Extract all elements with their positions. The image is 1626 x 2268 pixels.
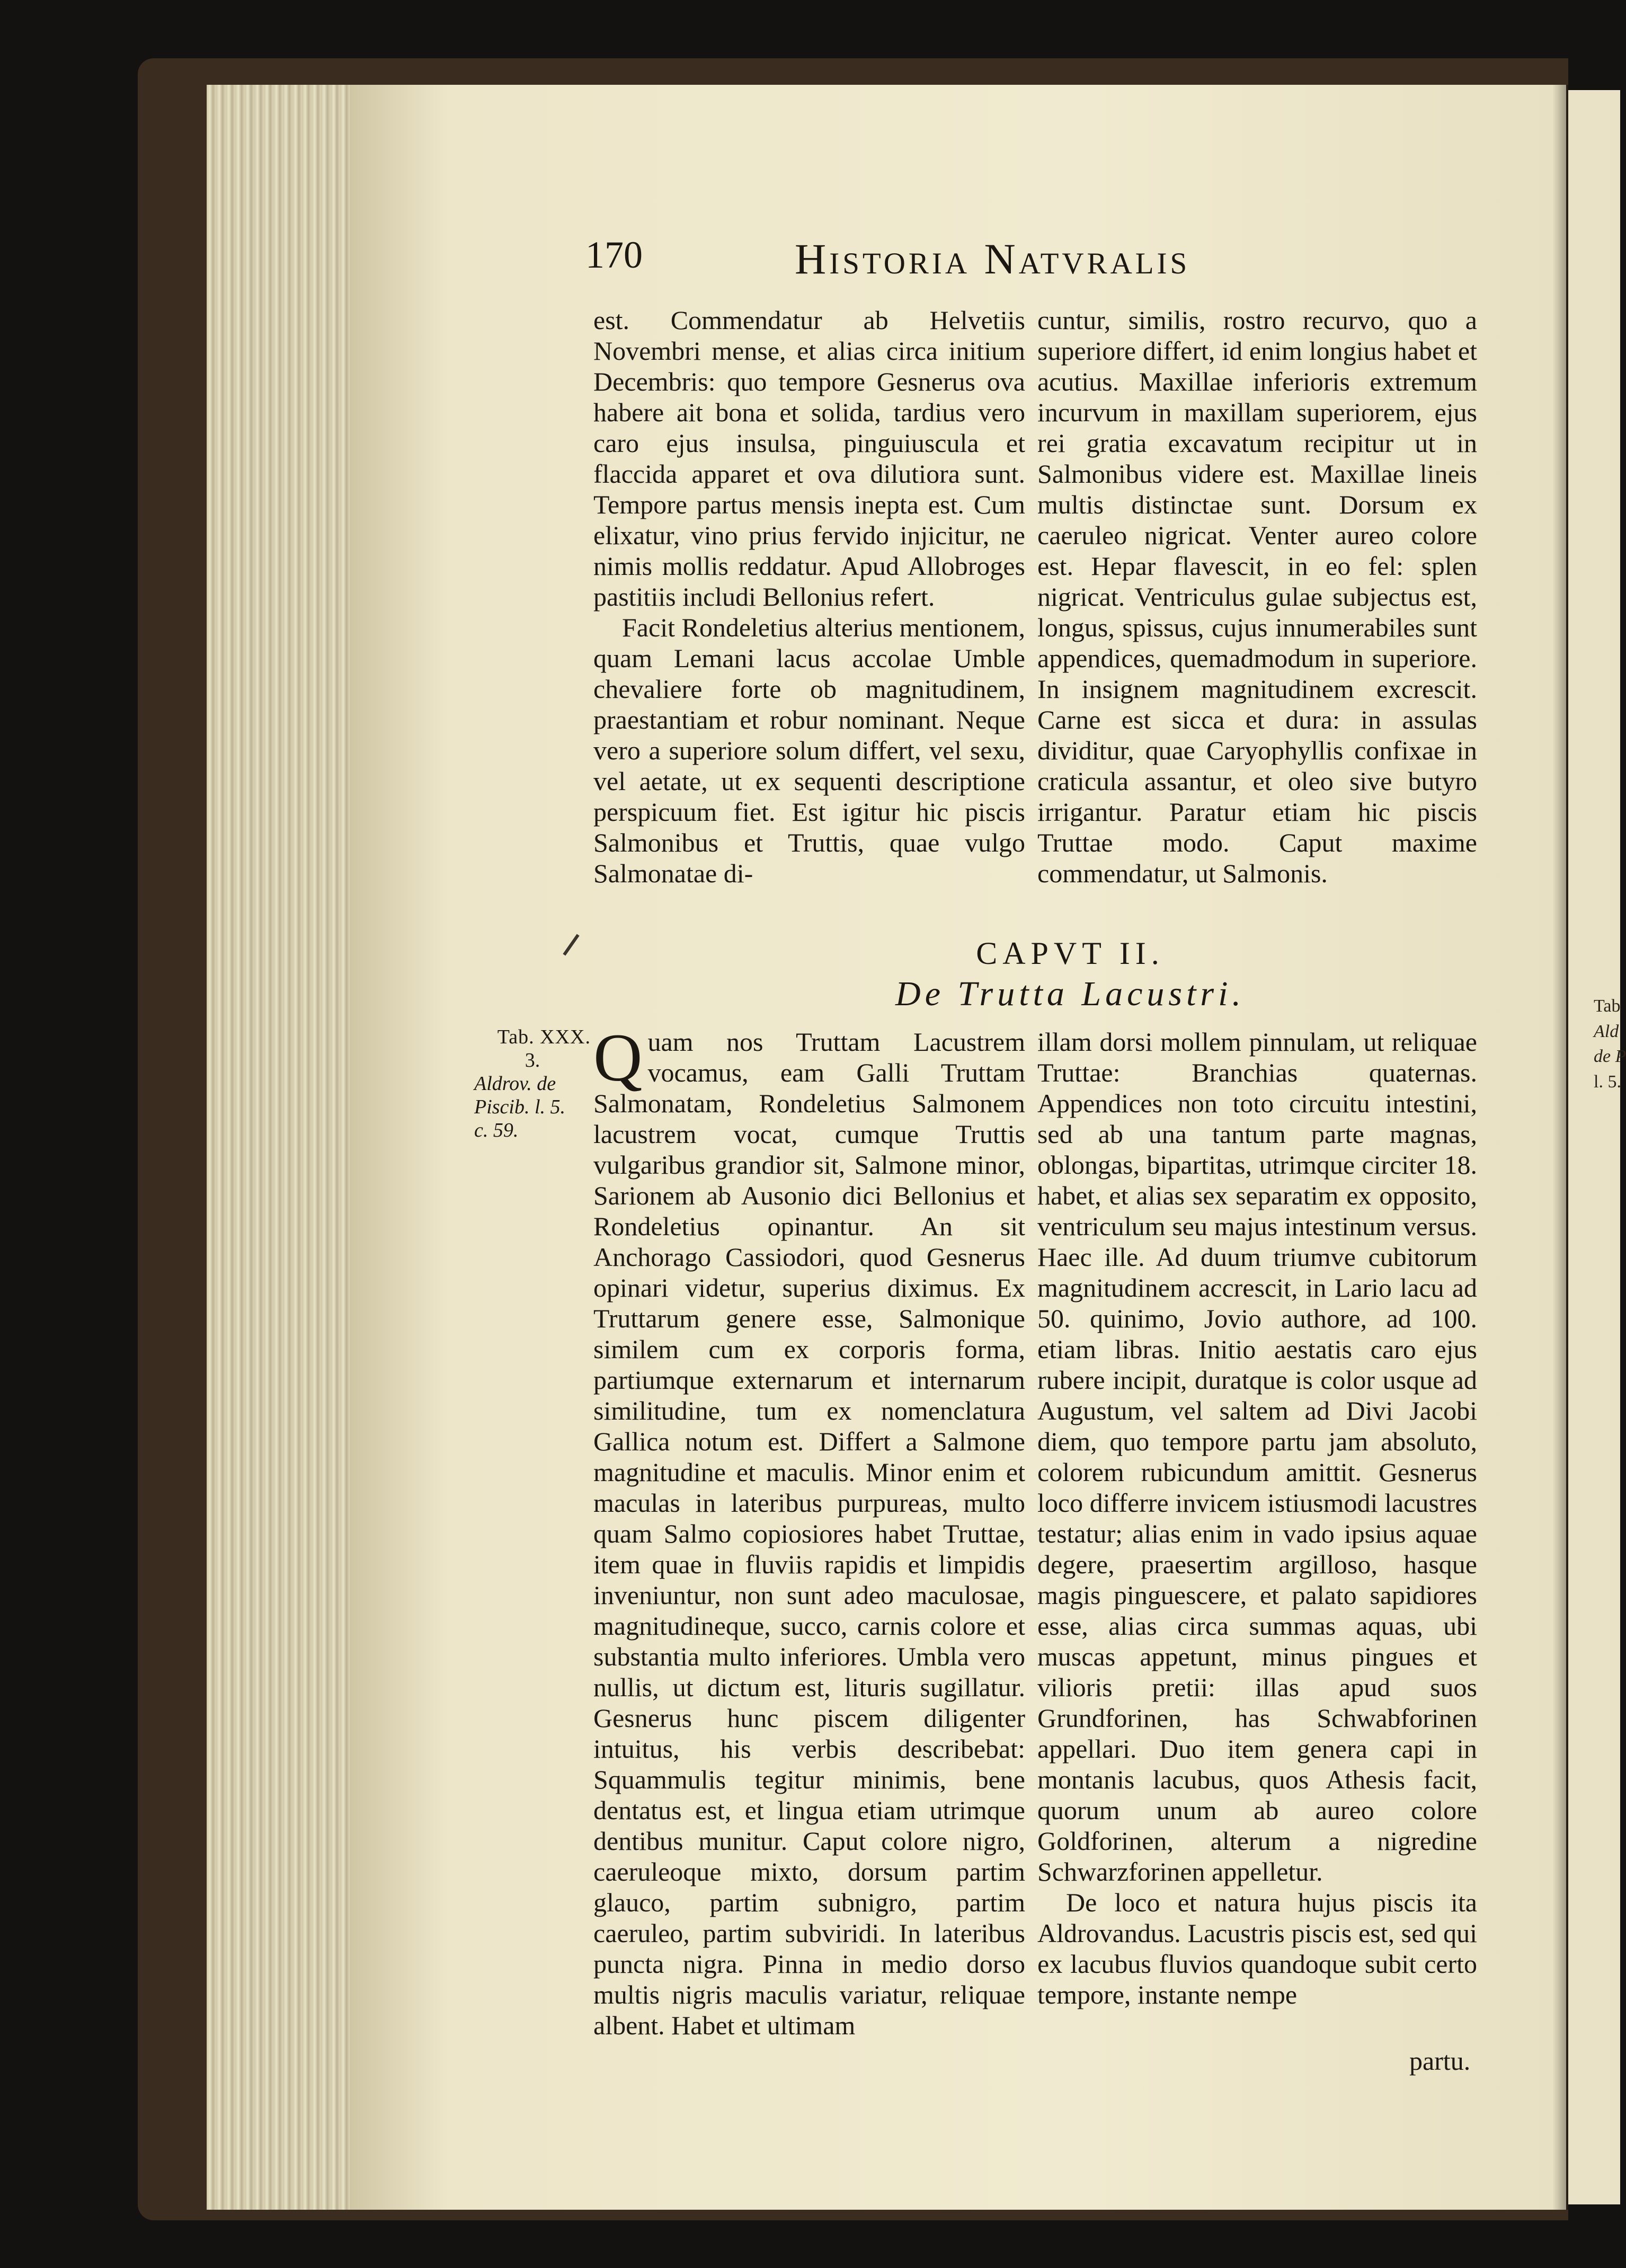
paragraph — [593, 1020, 1025, 2041]
facing-page-margin-note — [1594, 994, 1626, 1094]
paragraph-text: uam nos Truttam Lacustrem vocamus, eam Galli Truttam Salmonatam, Rondeletius Salmonem lacustrem vocat, cumque Truttis vulgaribus grandior sit, Salmone minor, Sarionem ab Ausonio dici Bellonius et Rondeletius opinantur. An sit Anchorago Cassiodori, quod Gesnerus opinari videtur, superius diximus. Ex Truttarum genere esse, Salmonique similem cum ex corporis forma, partiumque externarum et internarum similitudine, tum ex nomenclatura Gallica notum est. Differt a Salmone magnitudine et maculis. Minor enim et maculas in lateribus purpureas, multo quam Salmo copiosiores habet Truttae, item quae in fluviis rapidis et limpidis inveniuntur, non sunt adeo maculosae, magnitudineque, succo, carnis colore et substantia multo inferiores. Umbla vero nullis, ut dictum est, lituris sugillatur. Gesnerus hunc piscem diligenter intuitus, his verbis describebat: Squammulis tegitur minimis, bene dentatus est, et lingua etiam utrimque dentibus munitur. Caput colore nigro, caeruleoque mixto, dorsum partim glauco, partim subnigro, partim caeruleo, partim subviridi. In lateribus puncta nigra. Pinna in medio dorso multis nigris maculis variatur, reliquae albent. Habet et ultimam — [593, 1027, 1025, 2040]
paragraph: cuntur, similis, rostro recurvo, quo a superiore differt, id enim longius habet et acutius. Maxillae inferioris extremum incurvum in maxillam superiorem, ejus rei gratia excavatum recipitur ut in Salmonibus videre est. Maxillae lineis multis distinctae sunt. Dorsum ex caeruleo nigricat. Venter aureo colore est. Hepar flavescit, in eo fel: splen nigricat. Ventriculus gulae subjectus est, longus, spissus, cujus innumerabiles sunt appendices, quemadmodum in superiore. In insignem magnitudinem excrescit. Carne est sicca et dura: in assulas dividitur, quae Caryophyllis confixae in craticula assantur, et oleo sive butyro irrigantur. Paratur etiam hic piscis Truttae modo. Caput maxime commendatur, ut Salmonis. — [1037, 305, 1477, 888]
source-reference: Piscib. l. 5. — [474, 1096, 566, 1118]
column-right-top — [1037, 305, 1477, 889]
margin-note — [474, 1025, 591, 1142]
running-head — [585, 233, 1285, 291]
facing-margin-line: Tab — [1594, 996, 1621, 1016]
column-right-bottom — [1037, 1026, 1477, 2010]
gutter-shadow — [1552, 85, 1568, 2210]
paragraph: illam dorsi mollem pinnulam, ut reliquae Truttae: Branchias quaternas. Appendices non toto circuitu intestini, sed ab una tantum parte magnas, oblongas, bipartitas, utrimque circiter 18. habet, et alias sex separatim ex opposito, ventriculum seu majus intestinum versus. Haec ille. Ad duum triumve cubitorum magnitudinem accrescit, in Lario lacu ad 50. quinimo, Jovio authore, ad 100. etiam libras. Initio aestatis caro ejus rubere incipit, duratque is color usque ad Augustum, vel saltem ad Divi Jacobi diem, quo tempore partu jam absoluto, colorem rubicundum amittit. Gesnerus loco differre invicem istiusmodi lacustres testatur; alias enim in vado ipsius aquae degere, praesertim argilloso, hasque magis pinguescere, et palato sapidiores esse, alias circa summas aquas, ubi muscas appetunt, minus pingues et vilioris pretii: illas apud suos Grundforinen, has Schwabforinen appellari. Duo item genera capi in montanis lacubus, quos Athesis facit, quorum unum ab aureo colore Goldforinen, alterum a nigredine Schwarzforinen appelletur. — [1037, 1027, 1477, 1886]
catchword: partu. — [1409, 2046, 1471, 2076]
paragraph: Facit Rondeletius alterius mentionem, quam Lemani lacus accolae Umble chevaliere forte ob magnitudinem, praestantiam et robur nominant. Neque vero a superiore solum differt, vel sexu, vel aetate, ut ex sequenti descriptione perspicuum fiet. Est igitur hic piscis Salmonibus et Truttis, quae vulgo Salmonatae di- — [593, 613, 1025, 888]
plate-reference: Tab. XXX. — [497, 1026, 591, 1048]
facing-page-edge — [1568, 90, 1626, 2204]
page-edges — [207, 85, 366, 2210]
column-left-top — [593, 305, 1025, 889]
facing-margin-line: Ald — [1594, 1021, 1619, 1041]
source-reference: Aldrov. de — [474, 1073, 556, 1095]
drop-cap: Q — [593, 1020, 643, 1095]
running-title: Historia Natvralis — [795, 235, 1190, 283]
paragraph: De loco et natura hujus piscis ita Aldrovandus. Lacustris piscis est, sed qui ex lacubus fluvios quandoque subit certo tempore, instante nempe — [1037, 1888, 1477, 2009]
paragraph: est. Commendatur ab Helvetiis Novembri mense, et alias circa initium Decembris: quo tempore Gesnerus ova habere ait bona et solida, tardius vero caro ejus insulsa, pinguiuscula et flaccida apparet et ova dilutiora sunt. Tempore partus mensis inepta est. Cum elixatur, vino prius fervido injicitur, ne nimis mollis reddatur. Apud Allobroges pastitiis includi Bellonius refert. — [593, 305, 1025, 612]
source-reference: c. 59. — [474, 1119, 519, 1141]
facing-margin-line: l. 5. — [1594, 1071, 1621, 1092]
facing-margin-line: de P — [1594, 1047, 1626, 1067]
page-number: 170 — [585, 234, 643, 276]
chapter-heading: CAPVT II. — [976, 936, 1165, 971]
chapter-subtitle: De Trutta Lacustri. — [895, 974, 1245, 1013]
plate-number: 3. — [525, 1049, 540, 1071]
column-left-bottom — [593, 1020, 1025, 2041]
